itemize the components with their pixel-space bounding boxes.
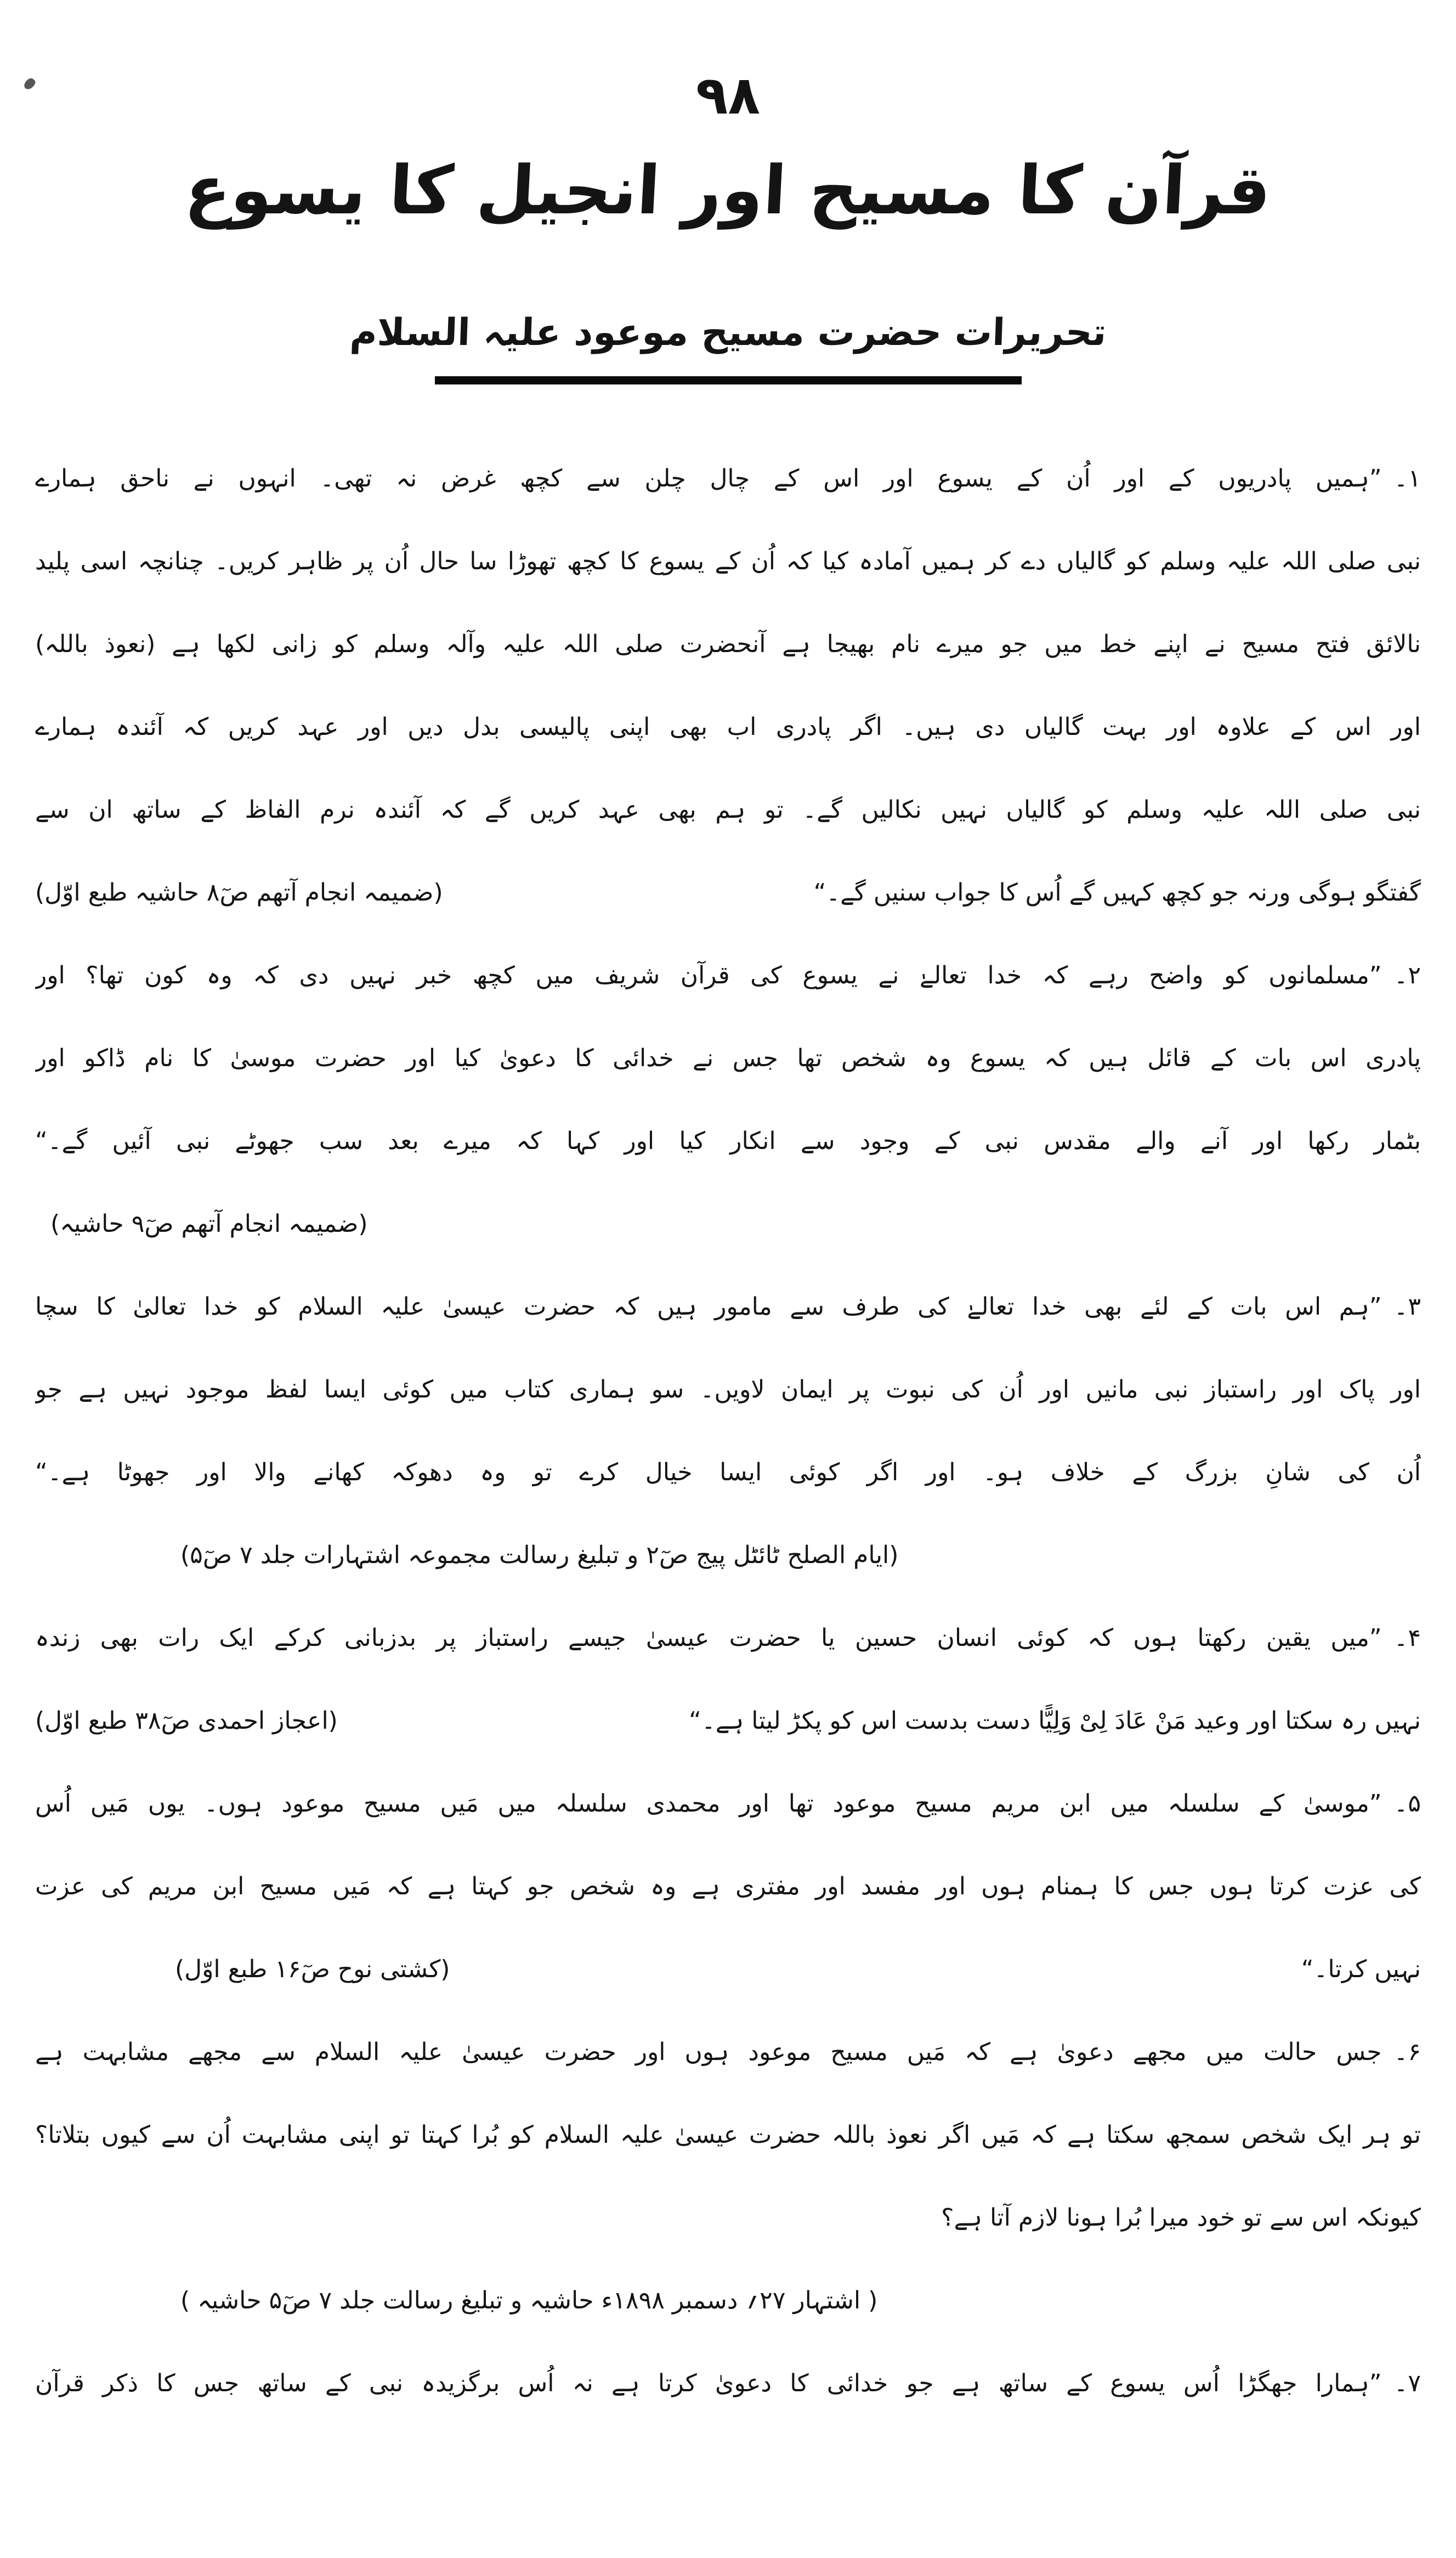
paragraph-7-line-1: ۷۔”ہمارا جھگڑا اُس یسوع کے ساتھ ہے جو خدائی کا دعویٰ کرتا ہے نہ اُس برگزیدہ نبی کے ساتھ جس کا ذکر قرآن (35, 2369, 1421, 2397)
page-number: ٩٨ (695, 65, 761, 126)
paragraph-3-line-1: ۳۔”ہم اس بات کے لئے بھی خدا تعالےٰ کی طرف سے مامور ہیں کہ حضرت عیسیٰ علیہ السلام کو خدا تعالیٰ کا سچا (35, 1293, 1421, 1321)
paragraph-3-line-2: اور پاک اور راستباز نبی مانیں اور اُن کی نبوت پر ایمان لاویں۔ سو ہماری کتاب میں کوئی ایسا لفظ موجود نہیں ہے جو (35, 1376, 1421, 1403)
paragraph-5-line-1: ۵۔”موسیٰ کے سلسلہ میں ابن مریم مسیح موعود تھا اور محمدی سلسلہ میں مَیں مسیح موعود ہوں۔ یوں مَیں اُس (35, 1790, 1421, 1818)
paragraph-6-line-2: تو ہر ایک شخص سمجھ سکتا ہے کہ مَیں اگر نعوذ باللہ حضرت عیسیٰ علیہ السلام کو بُرا کہتا تو اپنی مشابہت اُن سے کیوں بتلاتا؟ (35, 2121, 1421, 2149)
paragraph-5-last-line (35, 1928, 1421, 2011)
body-text (0, 437, 1456, 2425)
paragraph-6-last-line (35, 2176, 1421, 2259)
quote-ending: نہیں رہ سکتا اور وعید مَنْ عَادَ لِیْ وَلِیًّا دست بدست اس کو پکڑ لیتا ہے۔“ (689, 1707, 1421, 1735)
quote-ending: کیونکہ اس سے تو خود میرا بُرا ہونا لازم آتا ہے؟ (941, 2204, 1421, 2232)
paragraph-number: ۱۔ (1393, 465, 1421, 493)
paragraph-number: ۴۔ (1393, 1624, 1421, 1652)
paragraph-6-reference-line (35, 2259, 1421, 2342)
paragraph-6-line-1: ۶۔جس حالت میں مجھے دعویٰ ہے کہ مَیں مسیح موعود ہوں اور حضرت عیسیٰ علیہ السلام سے مجھے مشابہت ہے (35, 2038, 1421, 2066)
source-reference: (کشتی نوح صٓ۱۶ طبع اوّل) (175, 1955, 450, 1983)
paragraph-2-reference-line (35, 1182, 1421, 1265)
paragraph-number: ۷۔ (1393, 2369, 1421, 2397)
quote-ending: نہیں کرتا۔“ (1301, 1955, 1421, 1983)
paragraph-4-line-1: ۴۔”میں یقین رکھتا ہوں کہ کوئی انسان حسین یا حضرت عیسیٰ جیسے راستباز پر بدزبانی کرکے ایک رات بھی زندہ (35, 1624, 1421, 1652)
source-reference: (اعجاز احمدی صٓ۳۸ طبع اوّل) (35, 1707, 338, 1735)
subtitle-block (0, 310, 1456, 384)
paragraph-1-line-3: نالائق فتح مسیح نے اپنے خط میں جو میرے نام بھیجا ہے آنحضرت صلی اللہ علیہ وآلہ وسلم کو زانی لکھا ہے (نعوذ باللہ) (35, 630, 1421, 658)
page-title: قرآن کا مسیح اور انجیل کا یسوع (183, 151, 1273, 229)
source-reference: (ضمیمہ انجام آتھم صٓ۸ حاشیہ طبع اوّل) (35, 879, 443, 907)
subtitle-underline (435, 376, 1022, 384)
source-reference: (ضمیمہ انجام آتھم صٓ۹ حاشیہ) (50, 1210, 368, 1238)
source-reference: (ایام الصلح ٹائٹل پیج صٓ۲ و تبلیغ رسالت مجموعہ اشتہارات جلد ۷ صٓ۵) (180, 1541, 899, 1569)
paragraph-2-line-3: بٹمار رکھا اور آنے والے مقدس نبی کے وجود سے انکار کیا اور کہا کہ میرے بعد سب جھوٹے نبی آئیں گے۔“ (35, 1127, 1421, 1155)
paragraph-1-line-1: ۱۔”ہمیں پادریوں کے اور اُن کے یسوع اور اس کے چال چلن سے کچھ غرض نہ تھی۔ انہوں نے ناحق ہمارے (35, 465, 1421, 493)
paragraph-2-line-2: پادری اس بات کے قائل ہیں کہ یسوع وہ شخص تھا جس نے خدائی کا دعویٰ کیا اور حضرت موسیٰ کا نام ڈاکو اور (35, 1044, 1421, 1072)
paragraph-number: ۶۔ (1393, 2038, 1421, 2066)
quote-ending: گفتگو ہوگی ورنہ جو کچھ کہیں گے اُس کا جواب سنیں گے۔“ (813, 879, 1421, 907)
paragraph-1-line-2: نبی صلی اللہ علیہ وسلم کو گالیاں دے کر ہمیں آمادہ کیا کہ اُن کے یسوع کا کچھ تھوڑا سا حال اُن پر ظاہر کریں۔ چنانچہ اسی پلید (35, 547, 1421, 575)
paragraph-1-line-4: اور اس کے علاوہ اور بہت گالیاں دی ہیں۔ اگر پادری اب بھی اپنی پالیسی بدل دیں اور عہد کریں کہ آئندہ ہمارے (35, 713, 1421, 741)
paragraph-4-last-line (35, 1679, 1421, 1762)
paragraph-3-reference-line (35, 1514, 1421, 1597)
paragraph-2-line-1: ۲۔”مسلمانوں کو واضح رہے کہ خدا تعالےٰ نے یسوع کی قرآن شریف میں کچھ خبر نہیں دی کہ وہ کون تھا؟ اور (35, 961, 1421, 989)
paragraph-5-line-2: کی عزت کرتا ہوں جس کا ہمنام ہوں اور مفسد اور مفتری ہے وہ شخص جو کہتا ہے کہ مَیں مسیح ابن مریم کی عزت (35, 1872, 1421, 1900)
paragraph-1-line-5: نبی صلی اللہ علیہ وسلم کو گالیاں نہیں نکالیں گے۔ تو ہم بھی عہد کریں گے کہ آئندہ نرم الفاظ کے ساتھ ان سے (35, 796, 1421, 824)
paragraph-3-line-3: اُن کی شانِ بزرگ کے خلاف ہو۔ اور اگر کوئی ایسا خیال کرے تو وہ دھوکہ کھانے والا اور جھوٹا ہے۔“ (35, 1458, 1421, 1486)
paragraph-number: ۲۔ (1393, 961, 1421, 989)
paragraph-number: ۵۔ (1393, 1790, 1421, 1818)
page-subtitle: تحریرات حضرت مسیح موعود علیہ السلام (349, 311, 1107, 354)
paragraph-1-last-line (35, 851, 1421, 934)
paragraph-number: ۳۔ (1393, 1293, 1421, 1321)
source-reference: ( اشتہار ۲۷؍ دسمبر ۱۸۹۸ء حاشیہ و تبلیغ رسالت جلد ۷ صٓ۵ حاشیہ ) (180, 2287, 878, 2314)
